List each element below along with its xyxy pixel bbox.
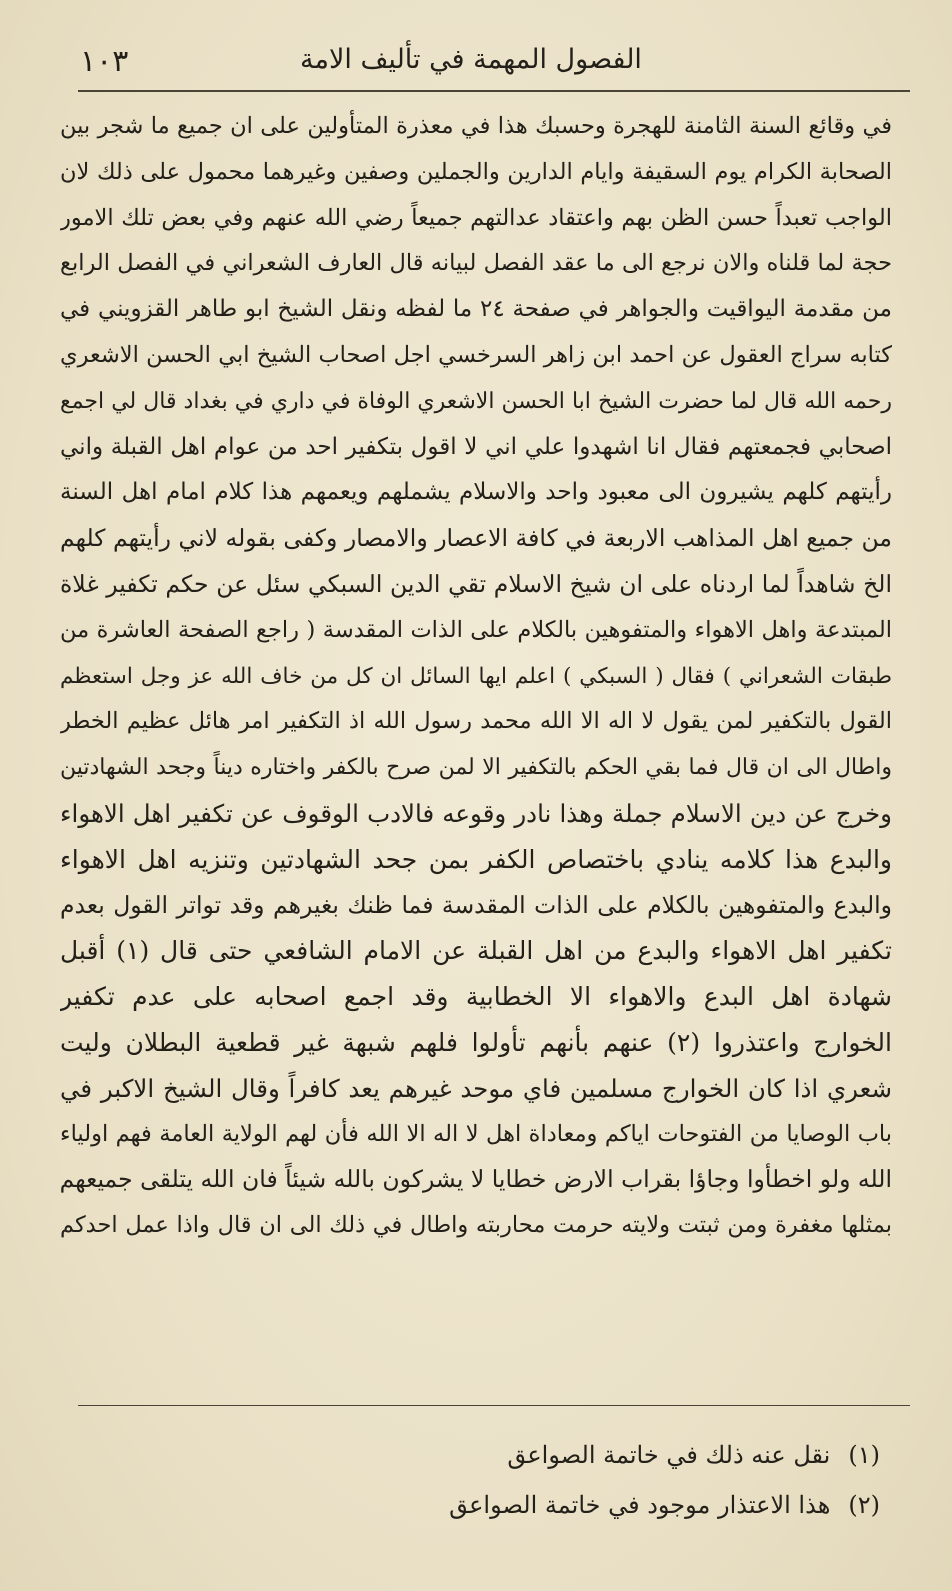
text-line: القول بالتكفير لمن يقول لا اله الا الله محمد رسول الله اذ التكفير امر هائل عظيم الخطر: [60, 708, 892, 735]
main-text: [60, 104, 892, 1249]
page-number: ١٠٣: [80, 44, 129, 79]
text-line: الصحابة الكرام يوم السقيفة وايام الدارين والجملين وصفين وغيرهما محمول على ذلك لان: [60, 158, 892, 185]
text-line: باب الوصايا من الفتوحات اياكم ومعاداة اهل لا اله الا الله فأن لهم الولاية العامة فهم اولياء: [60, 1120, 892, 1147]
footnote-mark: (٢): [848, 1491, 880, 1519]
text-line: وخرج عن دين الاسلام جملة وهذا نادر وقوعه فالادب الوقوف عن تكفير اهل الاهواء: [60, 798, 892, 828]
footnote-text: هذا الاعتذار موجود في خاتمة الصواعق: [449, 1491, 831, 1519]
text-line: المبتدعة واهل الاهواء والمتفوهين بالكلام على الذات المقدسة ( راجع الصفحة العاشرة من: [60, 616, 892, 643]
text-line: رحمه الله قال لما حضرت الشيخ ابا الحسن الاشعري الوفاة في داري في بغداد قال لي اجمع: [60, 388, 892, 414]
page-header: [80, 38, 862, 88]
text-line: طبقات الشعراني ) فقال ( السبكي ) اعلم ايها السائل ان كل من خاف الله عز وجل استعظم: [60, 663, 892, 689]
text-line: الواجب تعبداً حسن الظن بهم واعتقاد عدالتهم جميعاً رضي الله عنهم وفي بعض تلك الامور: [60, 204, 892, 231]
text-line: اصحابي فجمعتهم فقال انا اشهدوا علي اني لا اقول بتكفير احد من عوام اهل القبلة واني: [60, 433, 892, 460]
text-line: والبدع هذا كلامه ينادي باختصاص الكفر بمن جحد الشهادتين وتنزيه اهل الاهواء: [60, 844, 892, 874]
footnote-2: [200, 1480, 880, 1530]
text-line: من جميع اهل المذاهب الاربعة في كافة الاعصار والامصار وكفى بقوله لاني رأيتهم كلهم: [60, 524, 892, 553]
text-line: حجة لما قلناه والان نرجع الى ما عقد الفصل لبيانه قال العارف الشعراني في الفصل الرابع: [60, 250, 892, 277]
text-line: شهادة اهل البدع والاهواء الا الخطابية وقد اجمع اصحابه على عدم تكفير: [60, 982, 892, 1012]
footnote-text: نقل عنه ذلك في خاتمة الصواعق: [507, 1441, 831, 1469]
text-line: رأيتهم كلهم يشيرون الى معبود واحد والاسلام يشملهم ويعمهم هذا كلام امام اهل السنة: [60, 479, 892, 506]
text-line: تكفير اهل الاهواء والبدع من اهل القبلة عن الامام الشافعي حتى قال (١) أقبل: [60, 936, 892, 966]
text-line: الخ شاهداً لما اردناه على ان شيخ الاسلام تقي الدين السبكي سئل عن حكم تكفير غلاة: [60, 569, 892, 598]
text-line: في وقائع السنة الثامنة للهجرة وحسبك هذا في معذرة المتأولين على ان جميع ما شجر بين: [60, 113, 892, 139]
running-title: الفصول المهمة في تأليف الامة: [300, 44, 642, 75]
header-rule: [78, 90, 910, 92]
text-line: والبدع والمتفوهين بالكلام على الذات المقدسة فما ظنك بغيرهم وقد تواتر القول بعدم: [60, 890, 892, 919]
footnote-1: [200, 1430, 880, 1480]
text-line: الخوارج واعتذروا (٢) عنهم بأنهم تأولوا فلهم شبهة غير قطعية البطلان وليت: [60, 1027, 892, 1057]
footnote-mark: (١): [848, 1441, 880, 1469]
text-line: شعري اذا كان الخوارج مسلمين فاي موحد غيرهم يعد كافراً وقال الشيخ الاكبر في: [60, 1073, 892, 1103]
footnotes: [200, 1430, 880, 1530]
footnote-rule: [78, 1405, 910, 1406]
text-line: كتابه سراج العقول عن احمد ابن زاهر السرخسي اجل اصحاب الشيخ ابي الحسن الاشعري: [60, 341, 892, 368]
text-line: واطال الى ان قال فما بقي الحكم بالتكفير الا لمن صرح بالكفر واختاره ديناً وجحد الشهادتين: [60, 755, 892, 781]
text-line: بمثلها مغفرة ومن ثبتت ولايته حرمت محاربته واطال في ذلك الى ان قال واذا عمل احدكم: [60, 1212, 892, 1239]
text-line: الله ولو اخطأوا وجاؤا بقراب الارض خطايا لا يشركون بالله شيئاً فان الله يتلقى جميعهم: [60, 1165, 892, 1194]
text-line: من مقدمة اليواقيت والجواهر في صفحة ٢٤ ما لفظه ونقل الشيخ ابو طاهر القزويني في: [60, 296, 892, 323]
